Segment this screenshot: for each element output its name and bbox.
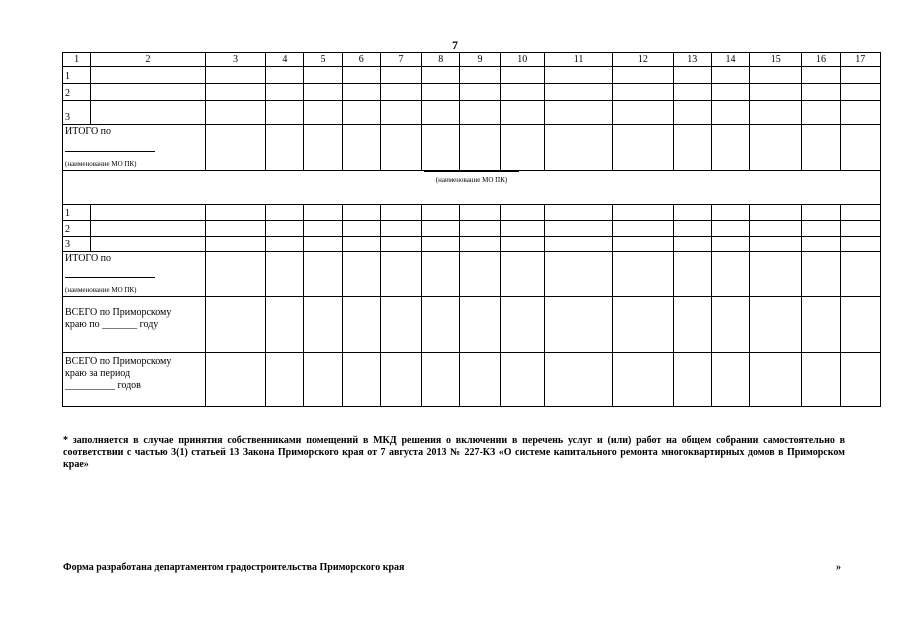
subtotal-sublabel: (наименование МО ПК) xyxy=(65,286,137,294)
grand-total-period-label xyxy=(63,353,206,407)
subtotal-sublabel: (наименование МО ПК) xyxy=(65,160,137,168)
grand-total-period-line1: ВСЕГО по Приморскому xyxy=(65,356,172,367)
row-number: 2 xyxy=(63,84,91,101)
header-cell: 5 xyxy=(304,53,342,67)
subtotal-label: ИТОГО по xyxy=(65,253,112,264)
header-cell: 6 xyxy=(342,53,380,67)
section-heading: (наименование МО ПК) xyxy=(435,176,508,184)
closing-quote: » xyxy=(836,562,841,573)
table-row xyxy=(63,67,881,84)
footer-text: Форма разработана департаментом градостроительства Приморского края xyxy=(63,562,405,573)
header-cell: 4 xyxy=(266,53,304,67)
header-row xyxy=(63,53,881,67)
header-cell: 11 xyxy=(544,53,612,67)
row-number: 3 xyxy=(63,101,91,125)
table-row xyxy=(63,101,881,125)
header-cell: 8 xyxy=(422,53,460,67)
row-number: 3 xyxy=(63,237,91,252)
grand-total-period-text-b: годов xyxy=(117,380,141,391)
header-cell: 1 xyxy=(63,53,91,67)
subtotal-row xyxy=(63,125,881,171)
header-cell: 12 xyxy=(613,53,673,67)
page-number: 7 xyxy=(452,38,458,52)
table-row xyxy=(63,237,881,252)
period-blank: __________ xyxy=(65,380,115,391)
grand-total-period-line3 xyxy=(65,380,203,392)
subtotal-label-cell xyxy=(63,125,206,171)
header-cell: 3 xyxy=(205,53,265,67)
footnote: * заполняется в случае принятия собственниками помещений в МКД решения о включении в перечень услуг и (или) работ на общем собрании самостоятельно в соответствии с частью 3(1) статьей 13 Закона Приморского края от 7 августа 2013 № 227-КЗ «О системе капитального ремонта многоквартирных домов в Приморском крае» xyxy=(63,435,845,470)
header-cell: 2 xyxy=(91,53,206,67)
header-cell: 9 xyxy=(460,53,500,67)
subtotal-label: ИТОГО по xyxy=(65,126,112,137)
subtotal-row xyxy=(63,252,881,297)
header-cell: 16 xyxy=(802,53,840,67)
subtotal-label-cell xyxy=(63,252,206,297)
underline xyxy=(65,151,155,154)
row-number: 1 xyxy=(63,67,91,84)
grand-total-year-label xyxy=(63,297,206,353)
row-number: 1 xyxy=(63,205,91,221)
header-cell: 13 xyxy=(673,53,711,67)
section-heading-cell xyxy=(63,171,881,205)
underline xyxy=(424,171,519,174)
header-cell: 10 xyxy=(500,53,544,67)
report-table xyxy=(62,52,881,407)
table-row xyxy=(63,221,881,237)
header-cell: 17 xyxy=(840,53,880,67)
grand-total-period-row xyxy=(63,353,881,407)
header-cell: 15 xyxy=(750,53,802,67)
section-heading-row xyxy=(63,171,881,205)
row-number: 2 xyxy=(63,221,91,237)
header-cell: 7 xyxy=(380,53,421,67)
grand-total-period-line2: краю за период xyxy=(65,368,131,379)
year-blank: _______ xyxy=(102,319,138,330)
header-cell: 14 xyxy=(711,53,749,67)
table-row xyxy=(63,205,881,221)
table-row xyxy=(63,84,881,101)
grand-total-year-text-a: краю по xyxy=(65,319,100,330)
grand-total-year-text-b: году xyxy=(139,319,159,330)
underline xyxy=(65,277,155,280)
grand-total-year-row xyxy=(63,297,881,353)
grand-total-year-line1: ВСЕГО по Приморскому xyxy=(65,307,172,318)
grand-total-year-line2 xyxy=(65,319,203,331)
